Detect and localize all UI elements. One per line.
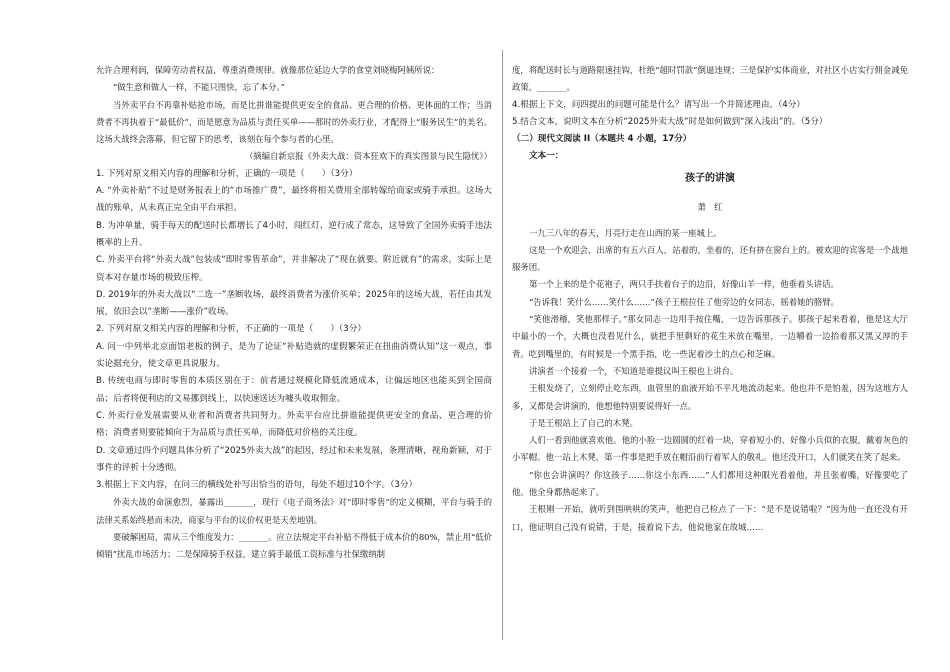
right-paragraph: 于是王根站上了自己的木凳。 — [529, 417, 638, 428]
left-paragraph: 1. 下列对原文相关内容的理解和分析，正确的一项是（ ）（3分） — [96, 168, 358, 179]
left-column — [96, 62, 492, 564]
right-paragraph: （二）现代文阅读 II（本题共 4 小题，17分） — [512, 134, 692, 145]
left-paragraph: A. “外卖补贴”不过是财务报表上的“市场推广费”，最终将相关费用全部转嫁给商家或骑手承担。这场大战的账单，从未真正完全由平台承担。 — [96, 186, 492, 214]
right-paragraph: 度，将配送时长与道路限速挂钩，杜绝“超时罚款”倒逼违规；三是保护实体商业，对社区小店实行佣金减免政策，_______。 — [512, 65, 908, 93]
right-paragraph: 这是一个欢迎会，出席的有五六百人，站着的，坐着的，还有挤在窗台上的。被欢迎的宾客是一个战地服务团。 — [512, 244, 908, 273]
right-paragraph: “你也会讲演吗？你这孩子……你这小东西……”人们都用这种眼光看着他，并且张着嘴，好像要吃了他。他全身都热起来了。 — [512, 469, 908, 498]
left-paragraph: 要破解困局，需从三个维度发力：_______。应立法规定平台补贴不得低于成本价的80%，禁止用“低价倾销”扰乱市场活力；二是保障骑手权益，建立骑手最低工资标准与社保缴纳制 — [96, 532, 492, 560]
left-paragraph: 允许合理利润，保障劳动者权益，尊重消费规律。就像那位延边大学的食堂刘晓梅阿姨所说： — [96, 65, 440, 75]
left-paragraph: 3.根据上下文内容，在问三的横线处补写出恰当的语句，每处不超过10个字。（3分） — [96, 480, 418, 491]
right-column — [512, 62, 908, 536]
left-paragraph: 外卖大战的命演愈烈，暴露出_______，现行《电子商务法》对“即时零售”的定义模糊，平台与骑手的法律关系始终悬而未决，商家与平台的议价权更是天差地别。 — [96, 497, 492, 525]
right-paragraph: 文本一： — [529, 151, 564, 162]
left-paragraph: “做生意和做人一样，不能只图快，忘了本分。” — [113, 82, 285, 93]
left-paragraph: （摘编自新京报《外卖大战：资本狂欢下的真实图景与民生隐忧》） — [244, 151, 492, 162]
right-paragraph: 王根发烧了，立刻停止吃东西，血管里的血液开始不平凡地流动起来。他也并不是怕羞，因为这地方人多，又都是会讲演的，他想他特别要说得好一点。 — [512, 383, 908, 411]
left-paragraph: D. 文章通过四个问题具体分析了“2025外卖大战”的起因，经过和未来发展，条理清晰，视角新颖，对于事件的评析十分透彻。 — [96, 445, 492, 473]
left-paragraph: 2. 下列对原文相关内容的理解和分析，不正确的一项是（ ）（3分） — [96, 324, 366, 335]
column-divider — [502, 50, 503, 640]
right-paragraph: 萧 红 — [697, 202, 723, 213]
right-paragraph: 4.根据上下文，问四提出的问题可能是什么？请写出一个并简述理由。（4分） — [512, 99, 805, 110]
left-paragraph: B. 为冲单量，骑手每天的配送时长都增长了4小时，闯红灯、逆行成了常态，这导致了全国外卖骑手违法概率的上升。 — [96, 220, 492, 248]
left-paragraph: D. 2019年的外卖大战以“二选一”垄断收场，最终消费者为涨价买单；2025年的这场大战，若任由其发展，依旧会以“垄断——涨价”收场。 — [96, 289, 492, 318]
right-paragraph: 5.结合文本，说明文本在分析“2025外卖大战”时是如何做到“深入浅出”的。（5分） — [512, 116, 828, 127]
right-paragraph: 王根刚一开始，就听到围哄哄的笑声，他把自己检点了一下：“是不是说错啦？”因为他一直还没有开口，他证明自己没有说错，于是，接着说下去，他说他家在故城…… — [512, 504, 908, 532]
left-paragraph: B. 传统电商与即时零售的本质区别在于：前者通过规模化降低流通成本，让偏远地区也能买到全国商品；后者将便利店的文易挪到线上，以快速送达为噱头收取佣金。 — [96, 376, 492, 404]
right-paragraph: 讲演者一个接着一个，不知道是谁提议叫王根也上讲台。 — [529, 365, 739, 376]
right-paragraph: 一九三八年的春天，月亮行走在山西的某一座城上。 — [529, 227, 722, 238]
right-paragraph: “告诉我！笑什么……笑什么……”孩子王根拉住了他旁边的女同志，摇着她的胳臂。 — [529, 296, 840, 307]
right-paragraph: “笑他滑稽，笑他那样子。”那女同志一边用手按住嘴，一边告诉那孩子。那孩子起来看着，他是这大厅中最小的一个，大概也没看见什么，就把手里剩好的花生米放在嘴里，一边嚼着一边抬着那又黑又厚的手背。吃到嘴里的，有时候是一个黑手指，吃一些泥着沙土的点心和芝麻。 — [512, 314, 908, 359]
left-paragraph: 当外卖平台不再靠补贴抢市场，而是比拼谁能提供更安全的食品、更合理的价格、更体面的工作；当消费者不再执着于“最低价”，而是愿意为品质与责任买单——那时的外卖行业，才配得上“服务民生”的美名。这场大战终会落幕，但它留下的思考，该刻在每个参与者的心里。 — [96, 99, 492, 145]
left-paragraph: C. 外卖平台将“外卖大战”包装成“即时零售革命”，并非解决了“现在就要、附近就有”的需求，实际上是资本对存量市场的极致压榨。 — [96, 255, 492, 283]
left-paragraph: A. 问一中列举北京面馆老板的例子，是为了论证“补贴造就的虚假繁荣正在扭曲消费认知”这一观点，事实论据充分，使文章更具说服力。 — [96, 341, 492, 370]
right-paragraph: 孩子的讲演 — [685, 172, 735, 184]
right-paragraph: 人们一看到他就喜欢他。他的小脸一边圆圆的红着一块，穿着短小的、好像小兵似的衣服，戴着灰色的小军帽。他一站上木凳，第一件事是把手放在帽沿前行着军人的敬礼。他还没开口，人们就笑在笑了起来。 — [512, 435, 908, 463]
left-paragraph: C. 外卖行业发展需要从业者和消费者共同努力。外卖平台应比拼谁能提供更安全的食品、更合理的价格；消费者则要能倾向于为品质与责任买单，而降低对价格的关注度。 — [96, 410, 492, 439]
right-paragraph: 第一个上来的是个花袍子，两只手扶着台子的边沿，好像山羊一样，他垂着头讲话。 — [529, 279, 839, 290]
